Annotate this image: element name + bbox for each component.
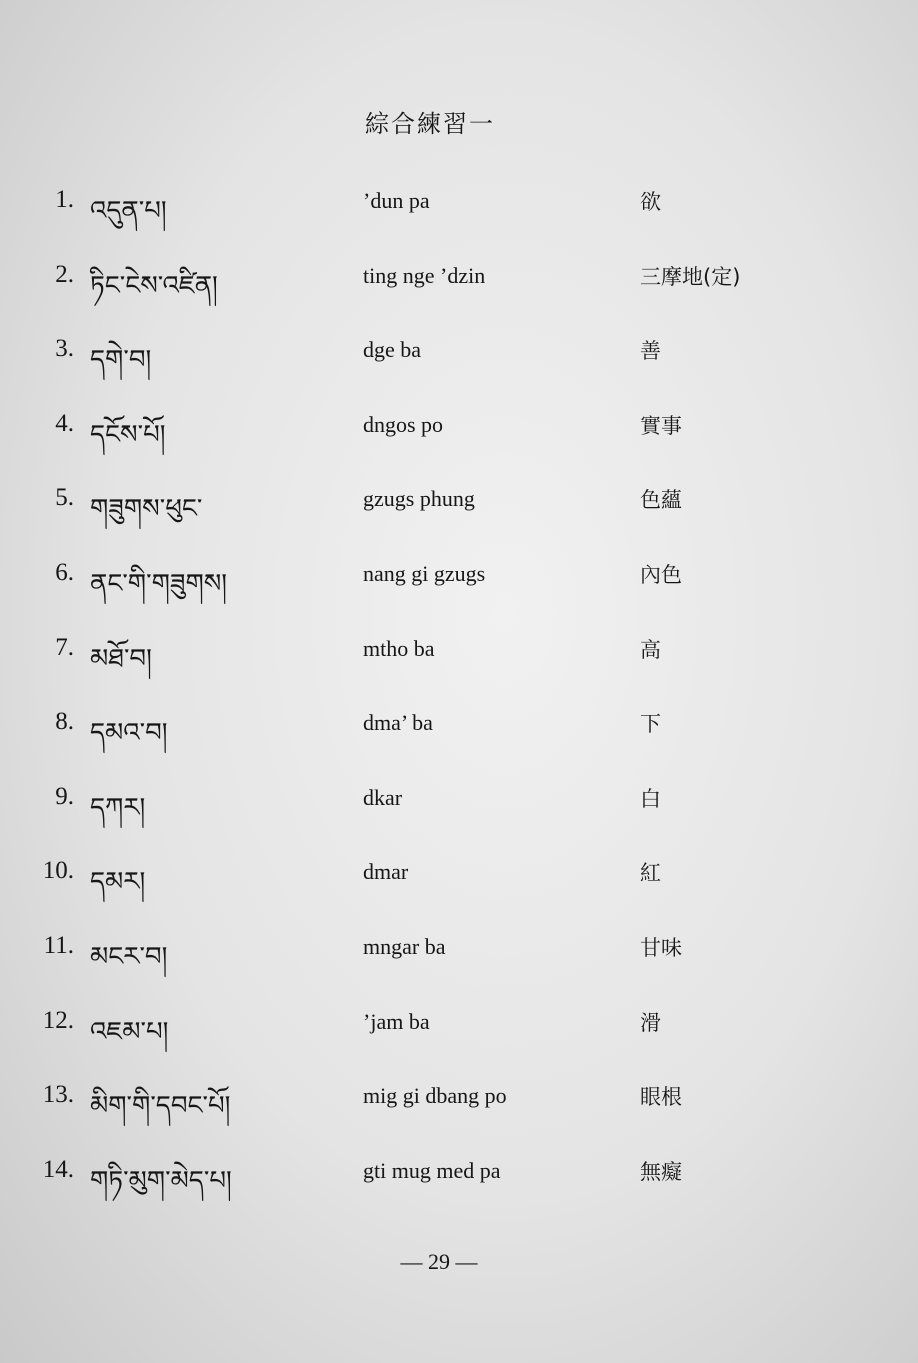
tibetan-term: དམའ་བ། bbox=[90, 718, 168, 748]
entry-number: 3. bbox=[55, 335, 74, 362]
vocab-entry bbox=[0, 702, 918, 762]
romanized-term: mtho ba bbox=[363, 636, 435, 661]
romanized-term: dge ba bbox=[363, 337, 422, 362]
chinese-term: 下 bbox=[640, 712, 661, 736]
vocab-entry bbox=[0, 255, 918, 315]
vocab-entry bbox=[0, 180, 918, 240]
page-title: 綜合練習一 bbox=[365, 112, 495, 138]
romanized-term: ’dun pa bbox=[363, 188, 430, 213]
romanized-term: gti mug med pa bbox=[363, 1158, 501, 1183]
entry-number: 10. bbox=[42, 857, 74, 884]
chinese-term: 紅 bbox=[640, 861, 661, 885]
vocab-entry bbox=[0, 1001, 918, 1061]
tibetan-term: དཀར། bbox=[90, 793, 146, 823]
vocab-entry bbox=[0, 329, 918, 389]
chinese-term: 甘味 bbox=[640, 936, 682, 960]
romanized-term: mig gi dbang po bbox=[363, 1083, 507, 1108]
tibetan-term: འཇམ་པ། bbox=[90, 1017, 169, 1047]
vocab-entry bbox=[0, 851, 918, 911]
romanized-term: mngar ba bbox=[363, 934, 446, 959]
tibetan-term: གཟུགས་ཕུང་ bbox=[90, 494, 203, 524]
chinese-term: 白 bbox=[640, 787, 661, 811]
romanized-term: ’jam ba bbox=[363, 1009, 430, 1034]
romanized-term: gzugs phung bbox=[363, 486, 475, 511]
entry-number: 11. bbox=[43, 932, 74, 959]
entry-number: 13. bbox=[42, 1081, 74, 1108]
tibetan-term: མིག་གི་དབང་པོ། bbox=[90, 1091, 231, 1121]
romanized-term: ting nge ’dzin bbox=[363, 263, 486, 288]
tibetan-term: མངར་བ། bbox=[90, 942, 168, 972]
chinese-term: 眼根 bbox=[640, 1085, 682, 1109]
vocab-entry bbox=[0, 404, 918, 464]
romanized-term: dma’ ba bbox=[363, 710, 433, 735]
chinese-term: 內色 bbox=[640, 563, 682, 587]
entry-number: 12. bbox=[42, 1007, 74, 1034]
tibetan-term: འདུན་པ། bbox=[90, 196, 167, 226]
page-number: — 29 — bbox=[400, 1249, 478, 1274]
chinese-term: 滑 bbox=[640, 1011, 661, 1035]
vocab-entry bbox=[0, 926, 918, 986]
tibetan-term: ཏིང་ངེས་འཛིན། bbox=[90, 271, 218, 301]
vocab-entry bbox=[0, 553, 918, 613]
chinese-term: 欲 bbox=[640, 190, 661, 214]
chinese-term: 實事 bbox=[640, 414, 682, 438]
chinese-term: 三摩地(定) bbox=[640, 265, 741, 289]
vocab-entry bbox=[0, 1075, 918, 1135]
entry-number: 2. bbox=[55, 261, 74, 288]
entry-number: 1. bbox=[55, 186, 74, 213]
entry-number: 9. bbox=[55, 783, 74, 810]
entry-number: 6. bbox=[55, 559, 74, 586]
chinese-term: 高 bbox=[640, 638, 661, 662]
romanized-term: nang gi gzugs bbox=[363, 561, 486, 586]
entry-number: 7. bbox=[55, 634, 74, 661]
tibetan-term: ནང་གི་གཟུགས། bbox=[90, 569, 228, 599]
romanized-term: dmar bbox=[363, 859, 409, 884]
vocab-entry bbox=[0, 777, 918, 837]
vocab-entry bbox=[0, 628, 918, 688]
romanized-term: dkar bbox=[363, 785, 403, 810]
tibetan-term: དམར། bbox=[90, 867, 146, 897]
entry-number: 5. bbox=[55, 484, 74, 511]
romanized-term: dngos po bbox=[363, 412, 444, 437]
chinese-term: 無癡 bbox=[640, 1160, 682, 1184]
vocab-entry bbox=[0, 478, 918, 538]
entry-number: 4. bbox=[55, 410, 74, 437]
entry-number: 8. bbox=[55, 708, 74, 735]
tibetan-term: དངོས་པོ། bbox=[90, 420, 166, 450]
entry-number: 14. bbox=[42, 1156, 74, 1183]
tibetan-term: དགེ་བ། bbox=[90, 345, 152, 375]
tibetan-term: མཐོ་བ། bbox=[90, 644, 152, 674]
chinese-term: 色蘊 bbox=[640, 488, 682, 512]
tibetan-term: གཏི་མུག་མེད་པ། bbox=[90, 1166, 232, 1196]
chinese-term: 善 bbox=[640, 339, 661, 363]
vocab-entry bbox=[0, 1150, 918, 1210]
